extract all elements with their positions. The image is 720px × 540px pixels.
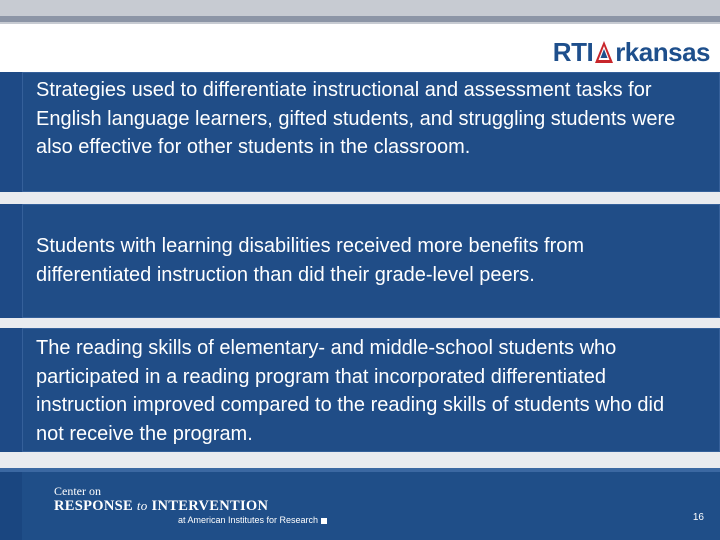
logo-prefix: RTI — [552, 36, 594, 67]
page-number: 16 — [692, 512, 704, 523]
org-line-2 — [54, 498, 327, 514]
bullet-panel-3 — [0, 328, 720, 452]
rti-arkansas-logo — [553, 38, 710, 66]
bullet-panel-1 — [0, 72, 720, 192]
square-icon — [321, 518, 327, 524]
org-line-3 — [178, 514, 327, 526]
header-bar — [0, 24, 720, 72]
bullet-text-3: The reading skills of elementary- and middle-school students who participated in a reading program that incorporated differentiated instruction improved compared to the reading skills of students who did not receive the program. — [36, 337, 665, 445]
org-to: to — [136, 498, 148, 513]
footer-accent — [0, 472, 22, 540]
bullet-text-1: Strategies used to differentiate instructional and assessment tasks for English language learners, gifted students, and struggling students were also effective for other students in the classroom. — [36, 79, 676, 158]
top-band-line — [0, 16, 720, 22]
arkansas-flag-a-icon — [594, 40, 614, 64]
org-response: RESPONSE — [54, 498, 133, 514]
panel-accent — [0, 328, 22, 452]
top-band — [0, 0, 720, 24]
bullet-text-2: Students with learning disabilities received more benefits from differentiated instruction than did their grade-level peers. — [36, 235, 585, 286]
bullet-panel-2 — [0, 204, 720, 318]
center-on-rti-logo — [54, 484, 327, 526]
logo-suffix: rkansas — [615, 36, 710, 67]
panel-accent — [0, 72, 22, 192]
org-air: at American Institutes for Research — [178, 515, 319, 525]
panel-accent — [0, 204, 22, 318]
org-line-1: Center on — [54, 484, 101, 498]
org-intervention: INTERVENTION — [151, 498, 269, 514]
footer-stripe — [0, 468, 720, 472]
footer-bar — [0, 468, 720, 540]
